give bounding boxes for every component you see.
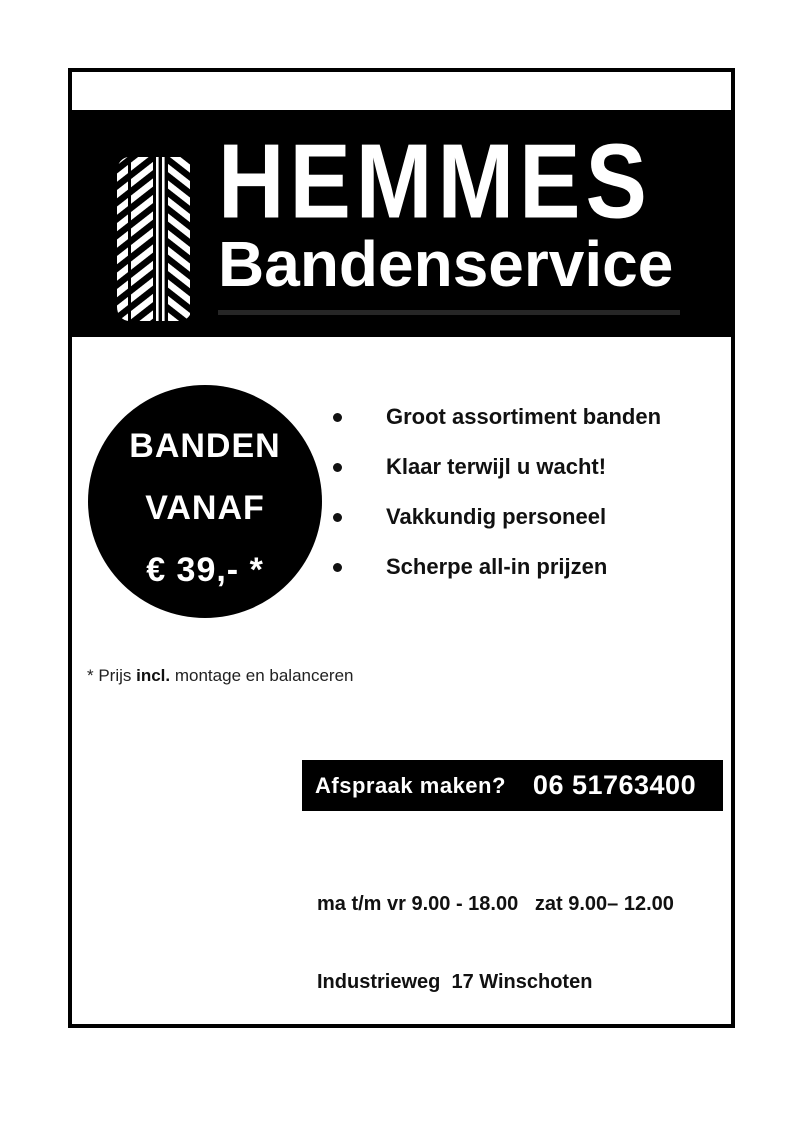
brand-name: HEMMES: [218, 123, 652, 241]
tire-tread-icon: [117, 157, 192, 326]
price-footnote: [87, 666, 354, 686]
bullet-dot-icon: [333, 563, 342, 572]
bullet-dot-icon: [333, 413, 342, 422]
benefit-label: Klaar terwijl u wacht!: [386, 454, 607, 479]
benefit-item: [333, 392, 661, 442]
brand-underline: [218, 310, 680, 315]
flyer-frame: [68, 68, 735, 1028]
benefit-label: Vakkundig personeel: [386, 504, 607, 529]
bullet-dot-icon: [333, 513, 342, 522]
benefit-item: [333, 492, 661, 542]
info-block: [317, 839, 674, 1047]
footnote-bold: incl.: [136, 666, 171, 685]
opening-hours: ma t/m vr 9.00 - 18.00 zat 9.00– 12.00: [317, 893, 674, 915]
appointment-bar: [302, 760, 723, 811]
appointment-label: Afspraak maken?: [315, 772, 506, 798]
price-badge-line-3: € 39,- *: [146, 551, 264, 589]
phone-number: 06 51763400: [532, 770, 697, 800]
benefit-item: [333, 542, 661, 592]
benefits-list: [333, 392, 661, 592]
footnote-suffix: montage en balanceren: [170, 666, 354, 685]
price-badge: [88, 385, 322, 618]
footnote-prefix: * Prijs: [87, 666, 137, 685]
price-badge-line-2: VANAF: [145, 489, 265, 527]
benefit-label: Groot assortiment banden: [386, 404, 662, 429]
brand-banner: [72, 110, 731, 337]
bullet-dot-icon: [333, 463, 342, 472]
price-badge-line-1: BANDEN: [129, 427, 281, 465]
benefit-item: [333, 442, 661, 492]
brand-subtitle: Bandenservice: [218, 228, 674, 300]
benefit-label: Scherpe all-in prijzen: [386, 554, 608, 579]
address: Industrieweg 17 Winschoten: [317, 971, 593, 993]
